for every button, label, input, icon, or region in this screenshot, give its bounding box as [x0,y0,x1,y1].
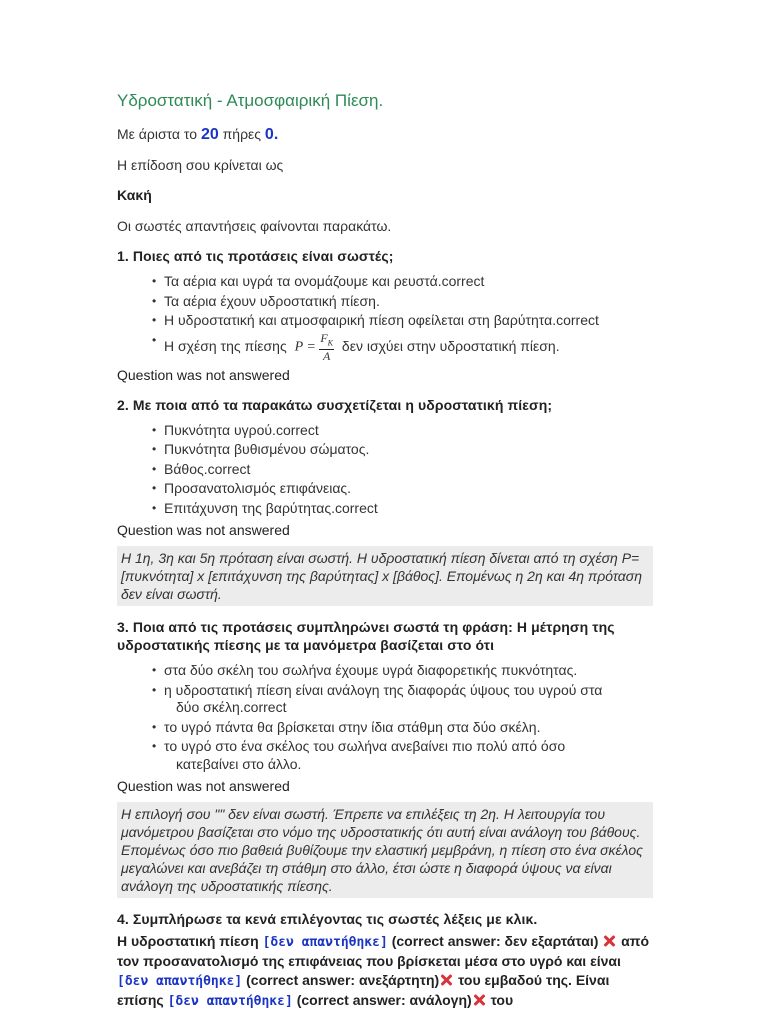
option-line-continued: δύο σκέλη.correct [176,699,287,716]
option[interactable]: • Η υδροστατική και ατμοσφαιρική πίεση οφείλεται στη βαρύτητα.correct [152,312,653,330]
page-title [117,90,653,112]
option[interactable]: • Προσανατολισμός επιφάνειας. [152,480,653,498]
grade: Κακή [117,187,152,203]
red-x-icon [473,994,485,1006]
option[interactable]: • Πυκνότητα υγρού.correct [152,422,653,440]
fill-text: από τον προσανατολισμό της επιφάνειας που βρίσκεται μέσα στο υγρό και είναι [117,933,650,970]
performance-label: Η επίδοση σου κρίνεται ως [117,157,284,173]
correct-answer-1: (correct answer: δεν εξαρτάται) [391,933,599,950]
question-3-status: Question was not answered [117,778,290,795]
score-line [117,125,653,144]
question-1-text: 1. Ποιες από τις προτάσεις είναι σωστές; [117,248,394,264]
option-line: στα δύο σκέλη του σωλήνα έχουμε υγρά διαφορετικής πυκνότητας. [164,662,578,679]
question-3-explanation: Η επιλογή σου "" δεν είναι σωστή. Έπρεπε να επιλέξεις τη 2η. Η λειτουργία του μανόμετρου βασίζεται στο νόμο της υδροστατικής ότι αυτή είναι ανάλογη του βάθους. Επομένως όσο πιο βαθειά βυθίζουμε την ελαστική μεμβράνη, η πίεση στο ένα σκέλος μεγαλώνει και ανεβάζει τη στάθμη στο άλλο, έτσι ώστε η διαφορά ύψους να είναι ανάλογη της υδροστατικής πίεσης. [117,802,653,898]
score-value: 0 [264,126,274,143]
formula-denominator: A [323,348,331,363]
fill-text: του [490,992,514,1009]
option[interactable]: • Επιτάχυνση της βαρύτητας.correct [152,500,653,518]
results-content [117,90,653,1011]
question-2-options [117,422,653,518]
question-3-options [117,662,653,773]
option-line: το υγρό στο ένα σκέλος του σωλήνα ανεβαίνει πιο πολύ από όσο [164,738,566,755]
score-prefix: Με άριστα το [117,126,198,142]
question-2-text: 2. Με ποια από τα παρακάτω συσχετίζεται η υδροστατική πίεση; [117,396,553,413]
option[interactable] [152,738,653,773]
fill-blank-2[interactable]: [δεν απαντήθηκε] [117,974,243,990]
question-3-text: 3. Ποια από τις προτάσεις συμπληρώνει σωστά τη φράση: Η μέτρηση της υδροστατικής πίεσης με τα μανόμετρα βασίζεται στο ότι [117,619,615,654]
formula-num: F [320,330,328,345]
option[interactable]: • Τα αέρια και υγρά τα ονομάζουμε και ρευστά.correct [152,273,653,291]
correct-answer-2: (correct answer: ανεξάρτητη) [246,972,440,989]
red-x-icon [603,935,615,947]
formula-num-sub: K [327,337,334,347]
score-max: 20 [200,126,219,143]
answers-intro: Οι σωστές απαντήσεις φαίνονται παρακάτω. [117,218,392,234]
question-2-explanation: Η 1η, 3η και 5η πρόταση είναι σωστή. Η υδροστατική πίεση δίνεται από τη σχέση P=[πυκνότητα] x [επιτάχυνση της βαρύτητας] x [βάθος]. Επομένως η 2η και 4η πρόταση δεν είναι σωστή. [117,546,653,606]
formula-option-after: δεν ισχύει στην υδροστατική πίεση. [341,337,560,354]
fill-blank-1[interactable]: [δεν απαντήθηκε] [262,935,388,951]
fill-text: του εμβαδού της. Είναι επίσης [117,972,610,1009]
fill-text: Η υδροστατική πίεση [117,933,259,950]
option-line: η υδροστατική πίεση είναι ανάλογη της διαφοράς ύψους του υγρού στα [164,681,603,698]
pressure-formula [295,332,334,362]
page-title-text: Υδροστατική - Ατμοσφαιρική Πίεση [117,91,379,110]
option[interactable]: • Βάθος.correct [152,461,653,479]
question-1-options [117,273,653,362]
red-x-icon [440,974,452,986]
question-4-fill-text [117,932,653,1011]
option-line: το υγρό πάντα θα βρίσκεται στην ίδια στάθμη στα δύο σκέλη. [164,718,541,735]
formula-option-before: Η σχέση της πίεσης [164,337,287,354]
question-2-status: Question was not answered [117,522,290,539]
formula-fraction [319,332,334,362]
option-formula[interactable] [152,332,653,362]
score-middle: πήρες [222,126,262,142]
fill-blank-3[interactable]: [δεν απαντήθηκε] [167,994,293,1010]
option[interactable]: • Τα αέρια έχουν υδροστατική πίεση. [152,293,653,311]
question-4-text: 4. Συμπλήρωσε τα κενά επιλέγοντας τις σωστές λέξεις με κλικ. [117,911,538,928]
option[interactable]: • Πυκνότητα βυθισμένου σώματος. [152,441,653,459]
question-1-status: Question was not answered [117,366,290,383]
score-suffix: . [273,126,279,143]
formula-lhs: P = [294,338,316,354]
option[interactable] [152,719,653,737]
formula-numerator [319,332,334,350]
correct-answer-3: (correct answer: ανάλογη) [296,992,472,1009]
option[interactable] [152,682,653,717]
option[interactable] [152,662,653,680]
title-dot: . [378,91,384,110]
option-line-continued: κατεβαίνει στο άλλο. [176,755,302,772]
